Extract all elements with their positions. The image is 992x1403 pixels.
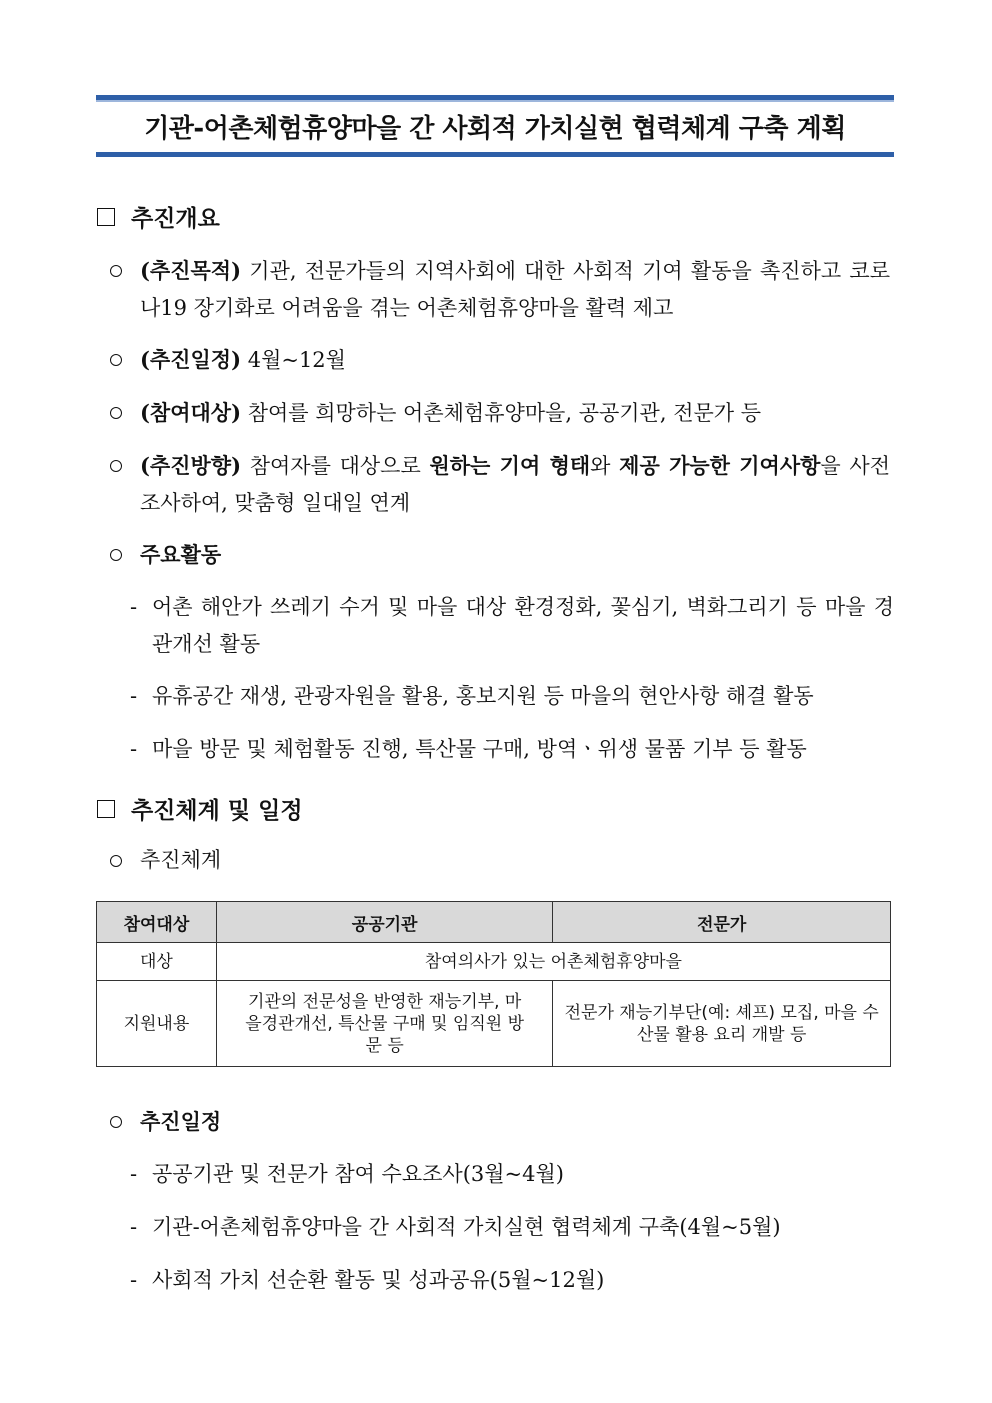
dash-bullet: -	[130, 1162, 138, 1186]
table-header: 참여대상	[97, 902, 217, 943]
schedule-label: (추진일정)	[140, 347, 242, 372]
table-cell: 기관의 전문성을 반영한 재능기부, 마을경관개선, 특산물 구매 및 임직원 방문 등	[216, 981, 553, 1067]
dash-bullet: -	[130, 684, 138, 708]
table-cell-label: 지원내용	[97, 981, 217, 1067]
bullet-purpose	[110, 252, 890, 327]
table-header: 공공기관	[216, 902, 553, 943]
direction-bold-1: 원하는 기여 형태	[429, 453, 591, 478]
circle-bullet-icon	[110, 460, 122, 472]
bullet-target	[110, 394, 890, 432]
circle-bullet-icon	[110, 549, 122, 561]
circle-bullet-icon	[110, 407, 122, 419]
table-cell-label: 대상	[97, 943, 217, 981]
circle-bullet-icon	[110, 1116, 122, 1128]
direction-text-3: 을 사전 조사하여, 맞춤형 일대일 연계	[140, 454, 890, 515]
purpose-label: (추진목적)	[140, 258, 242, 283]
schedule-item-text: 기관-어촌체험휴양마을 간 사회적 가치실현 협력체계 구축(4월~5월)	[152, 1215, 781, 1239]
schedule-item-text: 사회적 가치 선순환 활동 및 성과공유(5월~12월)	[152, 1268, 605, 1292]
activity-item	[130, 731, 894, 768]
bullet-activities	[110, 536, 221, 573]
section-heading-text: 추진체계 및 일정	[131, 798, 303, 824]
target-label: (참여대상)	[140, 400, 242, 425]
dash-bullet: -	[130, 1268, 138, 1292]
bullet-schedule	[110, 341, 890, 379]
section-heading-overview	[97, 200, 220, 233]
table-row	[97, 943, 891, 981]
bullet-direction	[110, 447, 890, 522]
purpose-text: 기관, 전문가들의 지역사회에 대한 사회적 기여 활동을 촉진하고 코로나19 장기화로 어려움을 겪는 어촌체험휴양마을 활력 제고	[140, 259, 890, 320]
document-title-box	[96, 95, 894, 157]
activity-item-text: 어촌 해안가 쓰레기 수거 및 마을 대상 환경정화, 꽃심기, 벽화그리기 등 마을 경관개선 활동	[152, 595, 894, 656]
system-table	[96, 901, 891, 1067]
activity-item	[130, 589, 894, 663]
system-label: 추진체계	[140, 848, 222, 872]
schedule-plan-label: 추진일정	[140, 1109, 222, 1134]
target-text: 참여를 희망하는 어촌체험휴양마을, 공공기관, 전문가 등	[241, 401, 762, 425]
dash-bullet: -	[130, 737, 138, 761]
schedule-item	[130, 1262, 604, 1299]
square-bullet-icon	[97, 800, 115, 818]
table-cell: 전문가 재능기부단(예: 셰프) 모집, 마을 수산물 활용 요리 개발 등	[553, 981, 891, 1067]
circle-bullet-icon	[110, 855, 122, 867]
activity-item	[130, 678, 894, 715]
schedule-item	[130, 1156, 564, 1193]
direction-text-2: 와	[590, 454, 620, 478]
dash-bullet: -	[130, 1215, 138, 1239]
table-header-row	[97, 902, 891, 943]
schedule-item-text: 공공기관 및 전문가 참여 수요조사(3월~4월)	[152, 1162, 564, 1186]
section-heading-text: 추진개요	[131, 206, 220, 232]
document-title: 기관-어촌체험휴양마을 간 사회적 가치실현 협력체계 구축 계획	[144, 113, 846, 144]
table-row	[97, 981, 891, 1067]
activity-item-text: 유휴공간 재생, 관광자원을 활용, 홍보지원 등 마을의 현안사항 해결 활동	[152, 684, 814, 708]
direction-bold-2: 제공 가능한 기여사항	[619, 453, 821, 478]
activities-label: 주요활동	[140, 542, 222, 567]
schedule-item	[130, 1209, 781, 1246]
schedule-text: 4월~12월	[241, 348, 346, 372]
circle-bullet-icon	[110, 265, 122, 277]
activity-item-text: 마을 방문 및 체험활동 진행, 특산물 구매, 방역ㆍ위생 물품 기부 등 활동	[152, 737, 807, 761]
direction-label: (추진방향)	[140, 453, 242, 478]
bullet-system	[110, 842, 221, 879]
table-cell: 참여의사가 있는 어촌체험휴양마을	[216, 943, 890, 981]
dash-bullet: -	[130, 595, 138, 619]
bullet-schedule-plan	[110, 1103, 221, 1140]
circle-bullet-icon	[110, 354, 122, 366]
direction-text-1: 참여자를 대상으로	[241, 454, 430, 478]
square-bullet-icon	[97, 208, 115, 226]
table-header: 전문가	[553, 902, 891, 943]
section-heading-system	[97, 792, 303, 825]
